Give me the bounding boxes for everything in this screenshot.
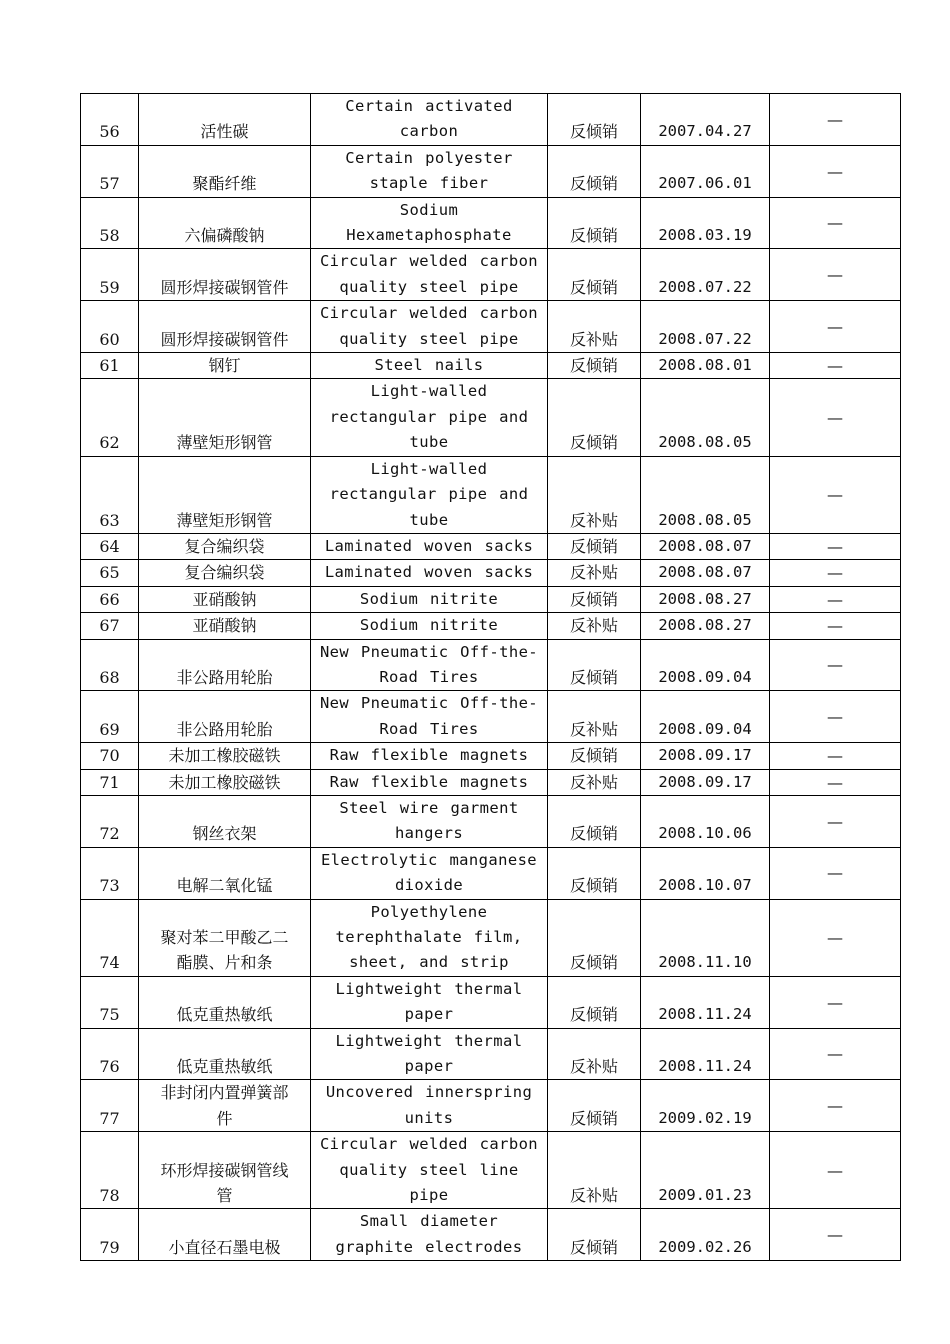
case-type-cell: 反补贴	[548, 769, 641, 795]
status-dash: —	[827, 746, 843, 766]
product-chinese-cell	[139, 586, 311, 612]
product-english-line: Circular welded carbon	[319, 252, 539, 271]
product-english-line: rectangular pipe and	[329, 485, 529, 504]
product-english-line: paper	[404, 1005, 454, 1024]
product-english-line: Small diameter	[359, 1212, 499, 1231]
case-type-cell: 反补贴	[548, 691, 641, 743]
case-number-cell: 74	[81, 899, 139, 976]
product-chinese-cell	[139, 197, 311, 249]
product-chinese-line: 亚硝酸钠	[192, 616, 257, 636]
product-chinese-cell	[139, 533, 311, 559]
case-type-cell: 反倾销	[548, 639, 641, 691]
product-chinese-cell	[139, 353, 311, 379]
table-row	[81, 249, 901, 301]
product-chinese-cell	[139, 1080, 311, 1132]
product-english-cell	[311, 795, 548, 847]
case-number-cell: 60	[81, 301, 139, 353]
status-dash: —	[827, 928, 843, 947]
initiation-date-cell: 2008.07.22	[641, 301, 770, 353]
initiation-date-cell: 2008.07.22	[641, 249, 770, 301]
product-chinese-cell	[139, 743, 311, 769]
case-type-cell: 反倾销	[548, 145, 641, 197]
product-english-line: Lightweight thermal	[335, 1031, 523, 1050]
product-english-line: Sodium nitrite	[359, 616, 499, 635]
status-cell	[770, 353, 901, 379]
status-cell	[770, 899, 901, 976]
product-chinese-line: 酯膜、片和条	[176, 953, 273, 973]
product-english-line: Sodium	[399, 200, 459, 219]
case-number-cell: 56	[81, 94, 139, 146]
product-english-line: Lightweight thermal	[335, 979, 523, 998]
product-chinese-line: 低克重热敏纸	[176, 1057, 273, 1077]
case-type-cell: 反倾销	[548, 353, 641, 379]
initiation-date-cell: 2009.02.19	[641, 1080, 770, 1132]
product-chinese-line: 聚对苯二甲酸乙二	[160, 928, 289, 947]
product-english-line: terephthalate film,	[335, 928, 523, 946]
product-chinese-cell	[139, 456, 311, 533]
status-dash: —	[827, 161, 843, 181]
initiation-date-cell: 2008.08.07	[641, 560, 770, 586]
product-english-cell	[311, 639, 548, 691]
table-row	[81, 613, 901, 639]
case-number-cell: 77	[81, 1080, 139, 1132]
table-row	[81, 197, 901, 249]
product-english-line: carbon	[399, 122, 459, 141]
status-cell	[770, 613, 901, 639]
initiation-date-cell: 2008.08.27	[641, 613, 770, 639]
case-type-cell: 反补贴	[548, 1028, 641, 1080]
status-cell	[770, 691, 901, 743]
product-english-line: Certain polyester	[345, 148, 513, 167]
case-number-cell: 58	[81, 197, 139, 249]
case-number-cell: 67	[81, 613, 139, 639]
table-row	[81, 533, 901, 559]
product-english-line: rectangular pipe and	[329, 407, 529, 426]
case-type-cell: 反倾销	[548, 197, 641, 249]
product-english-line: Circular welded carbon	[319, 1135, 539, 1154]
case-type-cell: 反倾销	[548, 847, 641, 899]
case-number-cell: 76	[81, 1028, 139, 1080]
product-english-cell	[311, 533, 548, 559]
product-english-line: New Pneumatic Off-the-	[319, 694, 539, 713]
product-chinese-line: 非公路用轮胎	[176, 667, 273, 687]
status-cell	[770, 1028, 901, 1080]
product-english-line: Raw flexible magnets	[329, 746, 529, 765]
status-cell	[770, 533, 901, 559]
product-english-cell	[311, 743, 548, 769]
status-cell	[770, 379, 901, 456]
case-type-cell: 反补贴	[548, 301, 641, 353]
status-dash: —	[827, 536, 843, 556]
status-cell	[770, 639, 901, 691]
product-english-cell	[311, 586, 548, 612]
product-english-line: paper	[404, 1057, 454, 1076]
initiation-date-cell: 2009.02.26	[641, 1209, 770, 1261]
product-english-line: staple fiber	[369, 174, 489, 193]
table-row	[81, 1080, 901, 1132]
product-chinese-cell	[139, 1132, 311, 1209]
product-chinese-line: 聚酯纤维	[192, 174, 257, 194]
product-chinese-line: 复合编织袋	[184, 563, 265, 583]
initiation-date-cell: 2008.09.04	[641, 691, 770, 743]
product-english-line: dioxide	[394, 876, 464, 895]
status-dash: —	[827, 1225, 843, 1245]
product-chinese-line: 活性碳	[200, 122, 249, 142]
status-cell	[770, 586, 901, 612]
trade-remedy-table	[80, 93, 901, 1261]
case-number-cell: 69	[81, 691, 139, 743]
status-cell	[770, 847, 901, 899]
initiation-date-cell: 2008.11.24	[641, 1028, 770, 1080]
status-cell	[770, 560, 901, 586]
product-chinese-line: 亚硝酸钠	[192, 589, 257, 609]
product-chinese-cell	[139, 379, 311, 456]
product-english-line: graphite electrodes	[335, 1237, 523, 1256]
initiation-date-cell: 2008.11.10	[641, 899, 770, 976]
table-row	[81, 145, 901, 197]
product-english-cell	[311, 769, 548, 795]
product-english-line: quality steel pipe	[339, 329, 519, 348]
status-dash: —	[827, 213, 843, 233]
product-chinese-line: 钢钉	[208, 356, 241, 376]
case-number-cell: 73	[81, 847, 139, 899]
table-row	[81, 769, 901, 795]
product-chinese-cell	[139, 899, 311, 976]
product-english-line: Raw flexible magnets	[329, 772, 529, 791]
product-english-line: Polyethylene	[370, 902, 488, 921]
product-chinese-cell	[139, 847, 311, 899]
initiation-date-cell: 2008.08.05	[641, 456, 770, 533]
product-chinese-cell	[139, 145, 311, 197]
case-number-cell: 62	[81, 379, 139, 456]
case-number-cell: 79	[81, 1209, 139, 1261]
product-chinese-line: 件	[216, 1108, 233, 1128]
product-chinese-line: 电解二氧化锰	[176, 876, 273, 896]
status-dash: —	[827, 655, 843, 675]
product-chinese-cell	[139, 301, 311, 353]
product-chinese-cell	[139, 795, 311, 847]
initiation-date-cell: 2008.08.01	[641, 353, 770, 379]
status-dash: —	[827, 356, 843, 376]
case-type-cell: 反倾销	[548, 533, 641, 559]
table-row	[81, 586, 901, 612]
product-chinese-line: 薄壁矩形钢管	[176, 510, 273, 530]
status-cell	[770, 1080, 901, 1132]
product-english-line: quality steel pipe	[339, 277, 519, 296]
status-dash: —	[827, 407, 843, 427]
status-dash: —	[827, 109, 843, 129]
case-type-cell: 反倾销	[548, 94, 641, 146]
status-dash: —	[827, 992, 843, 1012]
status-dash: —	[827, 616, 843, 636]
case-number-cell: 57	[81, 145, 139, 197]
initiation-date-cell: 2008.08.27	[641, 586, 770, 612]
product-chinese-cell	[139, 94, 311, 146]
case-type-cell: 反补贴	[548, 613, 641, 639]
table-row	[81, 301, 901, 353]
product-english-line: quality steel line	[339, 1160, 519, 1179]
case-type-cell: 反倾销	[548, 1209, 641, 1261]
product-english-line: Road Tires	[379, 667, 479, 686]
table-body	[81, 94, 901, 1261]
product-english-cell	[311, 197, 548, 249]
product-chinese-cell	[139, 1209, 311, 1261]
initiation-date-cell: 2007.04.27	[641, 94, 770, 146]
status-dash: —	[827, 485, 843, 505]
status-cell	[770, 743, 901, 769]
status-dash: —	[827, 316, 843, 336]
status-dash: —	[827, 589, 843, 609]
table-row	[81, 639, 901, 691]
case-number-cell: 61	[81, 353, 139, 379]
case-number-cell: 65	[81, 560, 139, 586]
initiation-date-cell: 2008.10.06	[641, 795, 770, 847]
table-row	[81, 847, 901, 899]
product-chinese-line: 未加工橡胶磁铁	[168, 746, 281, 766]
product-english-line: New Pneumatic Off-the-	[319, 642, 539, 661]
table-row	[81, 1028, 901, 1080]
initiation-date-cell: 2008.08.07	[641, 533, 770, 559]
product-english-cell	[311, 249, 548, 301]
case-number-cell: 78	[81, 1132, 139, 1209]
status-cell	[770, 769, 901, 795]
case-number-cell: 70	[81, 743, 139, 769]
product-chinese-line: 圆形焊接碳钢管件	[160, 277, 289, 297]
product-chinese-line: 未加工橡胶磁铁	[168, 772, 281, 792]
status-dash: —	[827, 1160, 843, 1180]
initiation-date-cell: 2008.09.04	[641, 639, 770, 691]
product-english-line: hangers	[394, 824, 464, 843]
status-dash: —	[827, 863, 843, 883]
initiation-date-cell: 2008.09.17	[641, 743, 770, 769]
product-english-line: Light-walled	[370, 459, 488, 478]
table-row	[81, 353, 901, 379]
product-chinese-line: 六偏磷酸钠	[184, 226, 265, 246]
product-chinese-line: 复合编织袋	[184, 536, 265, 556]
product-english-line: Steel nails	[374, 356, 484, 375]
product-english-cell	[311, 899, 548, 976]
product-chinese-cell	[139, 976, 311, 1028]
product-english-line: Hexametaphosphate	[346, 226, 512, 245]
case-type-cell: 反倾销	[548, 743, 641, 769]
product-english-cell	[311, 976, 548, 1028]
product-english-line: Circular welded carbon	[319, 304, 539, 323]
product-chinese-cell	[139, 249, 311, 301]
product-english-cell	[311, 456, 548, 533]
product-english-cell	[311, 1209, 548, 1261]
status-cell	[770, 1132, 901, 1209]
status-cell	[770, 94, 901, 146]
product-english-line: Road Tires	[379, 719, 479, 738]
table-row	[81, 899, 901, 976]
status-cell	[770, 976, 901, 1028]
status-dash: —	[827, 1044, 843, 1064]
initiation-date-cell: 2008.10.07	[641, 847, 770, 899]
status-cell	[770, 249, 901, 301]
product-english-line: pipe	[409, 1186, 449, 1205]
case-type-cell: 反倾销	[548, 249, 641, 301]
product-chinese-line: 圆形焊接碳钢管件	[160, 329, 289, 349]
product-english-cell	[311, 1080, 548, 1132]
product-chinese-line: 小直径石墨电极	[168, 1237, 281, 1257]
product-english-cell	[311, 691, 548, 743]
product-chinese-cell	[139, 691, 311, 743]
status-cell	[770, 795, 901, 847]
initiation-date-cell: 2008.08.05	[641, 379, 770, 456]
product-english-cell	[311, 94, 548, 146]
product-chinese-line: 管	[216, 1186, 233, 1206]
product-chinese-cell	[139, 1028, 311, 1080]
case-number-cell: 68	[81, 639, 139, 691]
product-english-line: Light-walled	[370, 382, 488, 401]
status-dash: —	[827, 1096, 843, 1116]
product-chinese-cell	[139, 769, 311, 795]
product-english-cell	[311, 1028, 548, 1080]
status-dash: —	[827, 563, 843, 583]
initiation-date-cell: 2008.09.17	[641, 769, 770, 795]
status-cell	[770, 301, 901, 353]
table-row	[81, 456, 901, 533]
table-row	[81, 743, 901, 769]
table-row	[81, 691, 901, 743]
case-type-cell: 反倾销	[548, 379, 641, 456]
case-number-cell: 71	[81, 769, 139, 795]
status-dash: —	[827, 811, 843, 831]
product-english-line: sheet, and strip	[349, 953, 509, 972]
table-row	[81, 1209, 901, 1261]
product-english-line: Certain activated	[345, 97, 513, 115]
product-english-cell	[311, 1132, 548, 1209]
product-english-cell	[311, 379, 548, 456]
product-english-cell	[311, 847, 548, 899]
table-row	[81, 560, 901, 586]
initiation-date-cell: 2009.01.23	[641, 1132, 770, 1209]
case-number-cell: 59	[81, 249, 139, 301]
case-type-cell: 反倾销	[548, 976, 641, 1028]
table-row	[81, 94, 901, 146]
product-english-cell	[311, 613, 548, 639]
status-cell	[770, 197, 901, 249]
product-english-line: Uncovered innerspring	[325, 1083, 533, 1102]
product-chinese-line: 薄壁矩形钢管	[176, 433, 273, 453]
case-number-cell: 75	[81, 976, 139, 1028]
table-row	[81, 795, 901, 847]
product-english-line: tube	[409, 433, 449, 452]
product-english-line: Steel wire garment	[339, 798, 519, 817]
case-type-cell: 反补贴	[548, 456, 641, 533]
case-type-cell: 反补贴	[548, 560, 641, 586]
case-type-cell: 反倾销	[548, 1080, 641, 1132]
product-english-line: Electrolytic manganese	[320, 850, 538, 869]
status-cell	[770, 456, 901, 533]
table-row	[81, 976, 901, 1028]
case-number-cell: 66	[81, 586, 139, 612]
product-chinese-cell	[139, 613, 311, 639]
case-number-cell: 64	[81, 533, 139, 559]
initiation-date-cell: 2008.03.19	[641, 197, 770, 249]
product-english-line: Laminated woven sacks	[324, 563, 534, 582]
status-dash: —	[827, 265, 843, 285]
status-dash: —	[827, 772, 843, 792]
table-row	[81, 379, 901, 456]
product-english-line: Laminated woven sacks	[324, 536, 534, 555]
case-type-cell: 反倾销	[548, 795, 641, 847]
case-type-cell: 反倾销	[548, 586, 641, 612]
product-chinese-line: 非公路用轮胎	[176, 719, 273, 739]
case-type-cell: 反补贴	[548, 1132, 641, 1209]
product-english-cell	[311, 145, 548, 197]
product-chinese-line: 钢丝衣架	[192, 824, 257, 844]
product-english-line: Sodium nitrite	[359, 589, 499, 608]
status-cell	[770, 145, 901, 197]
product-english-cell	[311, 560, 548, 586]
table-row	[81, 1132, 901, 1209]
product-chinese-line: 低克重热敏纸	[176, 1005, 273, 1025]
initiation-date-cell: 2007.06.01	[641, 145, 770, 197]
product-chinese-line: 环形焊接碳钢管线	[160, 1160, 289, 1180]
product-chinese-cell	[139, 560, 311, 586]
case-number-cell: 63	[81, 456, 139, 533]
product-chinese-cell	[139, 639, 311, 691]
case-number-cell: 72	[81, 795, 139, 847]
product-english-line: units	[404, 1108, 454, 1127]
product-english-cell	[311, 353, 548, 379]
case-type-cell: 反倾销	[548, 899, 641, 976]
product-chinese-line: 非封闭内置弹簧部	[160, 1083, 289, 1103]
status-cell	[770, 1209, 901, 1261]
status-dash: —	[827, 707, 843, 727]
product-english-cell	[311, 301, 548, 353]
product-english-line: tube	[409, 510, 449, 529]
initiation-date-cell: 2008.11.24	[641, 976, 770, 1028]
